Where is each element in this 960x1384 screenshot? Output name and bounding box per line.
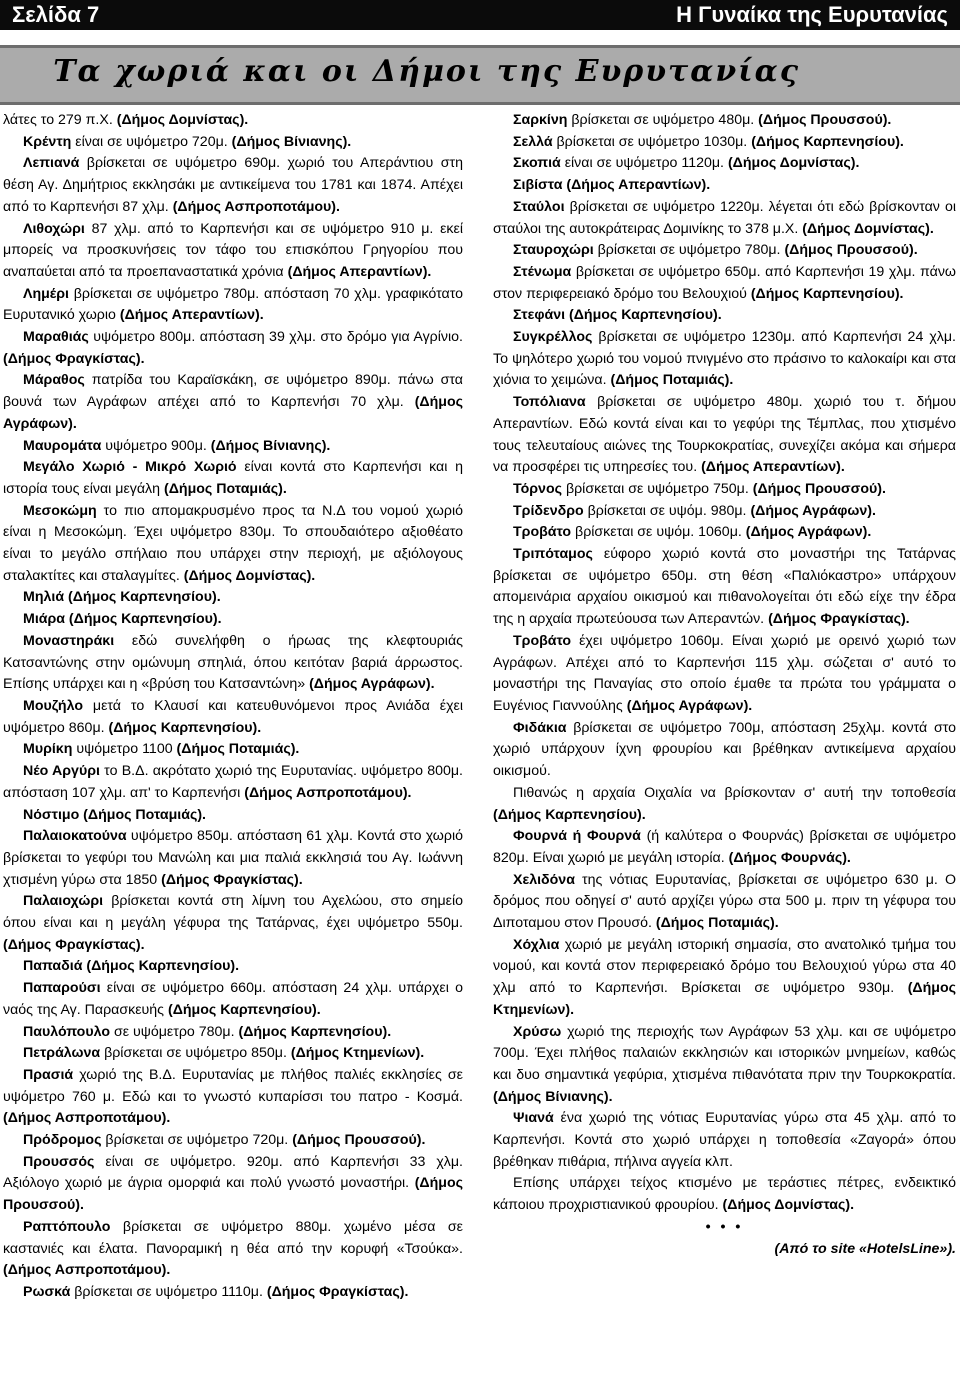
village-name: Τροβάτο bbox=[513, 632, 572, 649]
municipality-name: (Δήμος Βίνιανης). bbox=[493, 1088, 613, 1105]
village-name: Στένωμα bbox=[513, 263, 572, 280]
municipality-name: (Δήμος Φραγκίστας). bbox=[266, 1283, 409, 1300]
village-entry bbox=[3, 457, 463, 500]
village-description: χωριό της Β.Δ. Ευρυτανίας με πλήθος παλιές εκκλησίες σε υψόμετρο 760 μ. Εδώ και το γνωστό κυπαρίσσι του πατρο - Κοσμά. bbox=[3, 1066, 463, 1105]
village-description: ένα χωριό της νότιας Ευρυτανίας γύρω στα 45 χλμ. από το Καρπενήσι. Κοντά στο χωριό υπάρχει η τοποθεσία «Ζαγορά» όπου βρέθηκαν πιθάρια, πήλινα αγγεία κλπ. bbox=[493, 1110, 956, 1170]
village-entry bbox=[3, 805, 463, 827]
village-name: Χελιδόνα bbox=[513, 871, 575, 888]
municipality-name: (Δήμος Βίνιανης). bbox=[210, 437, 331, 454]
municipality-name: (Δήμος Βίνιανης). bbox=[231, 133, 352, 150]
village-entry bbox=[3, 501, 463, 588]
village-name: Χόχλια bbox=[513, 936, 560, 953]
page-number: Σελίδα 7 bbox=[12, 2, 100, 27]
right-column bbox=[493, 110, 956, 1260]
village-name: Ψιανά bbox=[513, 1110, 554, 1127]
municipality-name: (Δήμος Ασπροποτάμου). bbox=[172, 198, 340, 215]
village-description: βρίσκεται σε υψόμετρο 1110μ. bbox=[70, 1283, 267, 1300]
village-name: Χρύσω bbox=[513, 1023, 562, 1040]
village-name: Σκοπιά bbox=[513, 155, 561, 172]
village-entry bbox=[3, 696, 463, 739]
village-entry bbox=[493, 501, 956, 523]
village-name: Κρέντη bbox=[23, 133, 72, 150]
village-entry bbox=[3, 370, 463, 435]
municipality-name: (Δήμος Δομνίστας). bbox=[722, 1197, 855, 1214]
village-name: Τοπόλιανα bbox=[513, 394, 586, 411]
village-name: Φιδάκια bbox=[513, 719, 567, 736]
page-header-bar bbox=[0, 0, 960, 30]
village-entry bbox=[493, 479, 956, 501]
village-name: Μοναστηράκι bbox=[23, 632, 115, 649]
village-description: βρίσκεται σε υψόμετρο 480μ. bbox=[567, 112, 759, 128]
municipality-name: (Δήμος Καρπενησίου). bbox=[108, 719, 262, 736]
municipality-name: (Δήμος Καρπενησίου). bbox=[751, 133, 904, 150]
municipality-name: (Δήμος Ποταμιάς). bbox=[176, 741, 300, 758]
village-entry bbox=[493, 240, 956, 262]
village-description: βρίσκεται σε υψόμετρο 480μ. χωριό του τ. δήμου Απεραντίων. Εδώ κοντά είναι και το γεφύρι της Τέμπλας, που χτισμένο τους τελευταίους αιώνες της Τουρκοκρατίας, συνεχίζει ακόμα και σήμερα να προσφέρει τις υπηρεσίες του. bbox=[493, 394, 956, 476]
village-entry bbox=[493, 110, 956, 132]
municipality-name: (Δήμος Ασπροποτάμου). bbox=[3, 1262, 171, 1279]
village-entry bbox=[493, 718, 956, 783]
village-entry bbox=[493, 392, 956, 479]
village-name: Τροβάτο bbox=[513, 524, 572, 541]
village-name: Λεπιανά bbox=[23, 155, 80, 172]
village-description: είναι κοντά στο Καρπενήσι και η ιστορία τους είναι μεγάλη bbox=[3, 459, 464, 497]
village-entry bbox=[3, 153, 463, 218]
village-description: είναι σε υψόμετρο 660μ. απόσταση 24 χλμ. υπάρχει ο ναός της Αγ. Παρασκευής bbox=[3, 980, 463, 1018]
village-entry bbox=[493, 935, 956, 1022]
village-entry bbox=[493, 153, 956, 175]
municipality-name: (Δήμος Φραγκίστας). bbox=[161, 871, 303, 888]
section-title: Τα χωριά και οι Δήμοι της Ευρυτανίας bbox=[53, 54, 800, 89]
municipality-name: (Δήμος Κτημενίων). bbox=[290, 1045, 425, 1062]
village-description: υψόμετρο 900μ. bbox=[101, 437, 211, 454]
village-name: Λιθοχώρι bbox=[23, 220, 85, 237]
village-description: βρίσκεται σε υψόμ. 1060μ. bbox=[571, 524, 746, 541]
right-column-entries bbox=[493, 110, 956, 1217]
village-description: βρίσκεται σε υψόμετρο 1220μ. λέγεται ότι εδώ βρίσκονταν οι σταύλοι της αυτοκράτειρας Δομινίκης το 378 μ.Χ. bbox=[493, 198, 956, 237]
village-description: εδώ συνελήφθη ο ήρωας της κλεφτουριάς Κατσαντώνης στην ομώνυμη σπηλιά, όπου κειτόταν βαριά άρρωστος. Επίσης υπάρχει και η «βρύση του Κατσαντώνη» bbox=[3, 632, 463, 693]
village-name: Παπαρούσι bbox=[23, 980, 101, 997]
village-description: βρίσκεται σε υψόμετρο 780μ. bbox=[593, 242, 785, 259]
source-credit: (Από το site «HotelsLine»). bbox=[774, 1240, 956, 1257]
village-name: Τριπόταμος bbox=[513, 546, 593, 563]
village-entry bbox=[3, 1130, 463, 1152]
village-entry bbox=[3, 609, 463, 631]
village-entry bbox=[493, 327, 956, 392]
village-name: Πετράλωνα bbox=[23, 1045, 101, 1062]
municipality-name: (Δήμος Καρπενησίου). bbox=[750, 285, 904, 302]
municipality-name: (Δήμος Καρπενησίου). bbox=[493, 806, 646, 823]
village-entry bbox=[493, 305, 956, 327]
village-name: Νέο Αργύρι bbox=[23, 763, 100, 780]
municipality-name: (Δήμος Κτημενίων). bbox=[493, 980, 956, 1018]
village-entry bbox=[3, 327, 463, 370]
village-name: Μυρίκη bbox=[23, 741, 73, 758]
municipality-name: (Δήμος Ποταμιάς). bbox=[164, 480, 287, 497]
village-name: Ραπτόπουλο bbox=[23, 1218, 111, 1235]
village-name: Σταυροχώρι bbox=[513, 242, 594, 259]
village-description: βρίσκεται σε υψόμετρο 880μ. χωμένο μέσα σε καστανιές και έλατα. Πανοραμική η θέα από την κορυφή «Τσούκα». bbox=[3, 1218, 463, 1257]
end-separator: • • • bbox=[705, 1218, 744, 1235]
municipality-name: (Δήμος Δομνίστας). bbox=[802, 220, 934, 237]
village-entry bbox=[3, 219, 463, 284]
village-description: πατρίδα του Καραϊσκάκη, σε υψόμετρο 890μ. πάνω στα βουνά των Αγράφων απέχει από το Καρπενήσι 70 χλμ. bbox=[3, 372, 463, 411]
village-name: Προυσσός bbox=[23, 1153, 95, 1170]
municipality-name: (Δήμος Φραγκίστας). bbox=[3, 350, 145, 367]
village-description: σε υψόμετρο 780μ. bbox=[110, 1023, 239, 1040]
village-name: Μηλιά (Δήμος Καρπενησίου). bbox=[23, 589, 221, 606]
village-description: έχει υψόμετρο 1060μ. Είναι χωριό με ορεινό χωριό των Αγράφων. Απέχει από το Καρπενήσι 115 χλμ. σώζεται σ' αυτό το μοναστήρι της Παναγίας στο οποίο έμαθε τα πρώτα του γράμματα ο Ευγένιος Γιαννούλης bbox=[493, 632, 956, 714]
village-entry bbox=[3, 761, 463, 804]
village-entry bbox=[493, 197, 956, 240]
village-entry bbox=[493, 1022, 956, 1109]
municipality-name: (Δήμος Αγράφων). bbox=[750, 502, 876, 519]
village-description: χωριό με μεγάλη ιστορική σημασία, στο ανατολικό τμήμα του νομού, και κοντά στον περιφερειακό δρόμο του Βελουχιού γύρω στα 40 χλμ από το Καρπενήσι. Βρίσκεται σε υψόμετρο 930μ. bbox=[493, 936, 956, 997]
municipality-name: (Δήμος Ποταμιάς). bbox=[610, 372, 734, 389]
municipality-name: (Δήμος Καρπενησίου). bbox=[238, 1023, 392, 1040]
municipality-name: (Δήμος Προυσσού). bbox=[752, 480, 886, 497]
village-entry bbox=[3, 956, 463, 978]
village-entry bbox=[3, 631, 463, 696]
village-description: της νότιας Ευρυτανίας, βρίσκεται σε υψόμετρο 630 μ. Ο δρόμος που οδηγεί σ' αυτό αρχίζει γύρω στα 500 μ. πριν τη γέφυρα του Διποταμου στον Προυσό. bbox=[493, 871, 956, 932]
municipality-name: (Δήμος Απεραντίων). bbox=[119, 307, 264, 324]
village-name: Μουζήλο bbox=[23, 697, 83, 714]
village-name: Μαραθιάς bbox=[23, 329, 89, 346]
village-description: βρίσκεται σε υψόμετρο 690μ. χωριό του Απεράντιου στη θέση Αγ. Δημήτριος εκκλησάκι με αντικείμενα του 1781 και 1874. Απέχει από το Καρπενήσι 87 χλμ. bbox=[3, 155, 463, 215]
village-entry bbox=[493, 544, 956, 631]
village-entry bbox=[3, 436, 463, 458]
village-entry bbox=[493, 262, 956, 305]
village-name: Παυλόπουλο bbox=[23, 1023, 110, 1040]
village-description: βρίσκεται σε υψόμετρο 850μ. bbox=[100, 1045, 291, 1062]
municipality-name: (Δήμος Φραγκίστας). bbox=[768, 611, 910, 628]
village-description: βρίσκεται σε υψόμετρο 720μ. bbox=[101, 1132, 293, 1149]
village-description: βρίσκεται κοντά στη λίμνη του Αχελώου, στο σημείο όπου είναι και η μεγάλη γέφυρα της Τατάρνας, έχει υψόμετρο 550μ. bbox=[3, 893, 463, 932]
village-description: υψόμετρο 800μ. απόσταση 39 χλμ. στο δρόμο για Αγρίνιο. bbox=[88, 329, 463, 346]
village-name: Φουρνά ή Φουρνά bbox=[513, 828, 641, 845]
village-entry bbox=[3, 739, 463, 761]
village-description: υψόμετρο 1100 bbox=[72, 741, 177, 758]
village-name: Νόστιμο (Δήμος Ποταμιάς). bbox=[23, 806, 206, 823]
municipality-name: (Δήμος Φουρνάς). bbox=[728, 849, 851, 866]
village-entry bbox=[493, 175, 956, 197]
village-name: Παλαιοκατούνα bbox=[23, 828, 127, 845]
village-entry bbox=[3, 1043, 463, 1065]
municipality-name: (Δήμος Αγράφων). bbox=[745, 524, 872, 541]
village-entry bbox=[3, 1065, 463, 1130]
village-entry bbox=[3, 1022, 463, 1044]
municipality-name: (Δήμος Δομνίστας). bbox=[727, 155, 860, 172]
village-description: χωριό της περιοχής των Αγράφων 53 χλμ. και σε υψόμετρο 700μ. Έχει πλήθος παλαιών εκκλησιών και ιστορικών μνημείων, καθώς και δυο σημαντικά γεφύρια, χτισμένα πιθανότατα πριν την Τουρκοκρατία. bbox=[493, 1023, 956, 1083]
village-description: βρίσκεται σε υψόμ. 980μ. bbox=[583, 502, 751, 519]
village-name: Στεφάνι (Δήμος Καρπενησίου). bbox=[513, 307, 722, 324]
municipality-name: (Δήμος Δομνίστας). bbox=[116, 112, 249, 128]
village-name: Παπαδιά (Δήμος Καρπενησίου). bbox=[23, 958, 240, 975]
municipality-name: (Δήμος Προυσσού). bbox=[758, 112, 892, 128]
village-name: Σαρκίνη bbox=[513, 112, 568, 128]
village-description: βρίσκεται σε υψόμετρο 1230μ. από Καρπενήσι 24 χλμ. Το ψηλότερο χωριό του νομού πνιγμένο στο πράσινο το καλοκαίρι και στα χιόνια το χειμώνα. bbox=[493, 329, 956, 389]
village-description: βρίσκεται σε υψόμετρο 700μ, απόσταση 25χλμ. κοντά στο χωριό υπάρχουν ίχνη φρουρίου και βρέθηκαν αντικείμενα αρχαίου οικισμού. bbox=[493, 719, 956, 780]
municipality-name: (Δήμος Προυσσού). bbox=[292, 1132, 426, 1149]
village-entry bbox=[3, 1282, 463, 1304]
village-name: Συγκρέλλος bbox=[513, 329, 593, 346]
village-name: Ρωσκά bbox=[23, 1283, 71, 1300]
village-description: βρίσκεται σε υψόμετρο 650μ. από Καρπενήσι 19 χλμ. πάνω στον περιφερειακό δρόμο του Βελουχιού bbox=[493, 263, 956, 302]
village-entry bbox=[3, 826, 463, 891]
left-column bbox=[3, 110, 463, 1304]
municipality-name: (Δήμος Απεραντίων). bbox=[701, 459, 845, 476]
village-description: βρίσκεται σε υψόμετρο 780μ. απόσταση 70 χλμ. γραφικότατο Ευρυτανικό χωριο bbox=[3, 285, 463, 324]
village-entry bbox=[493, 1108, 956, 1173]
village-name: Τρίδενδρο bbox=[513, 502, 584, 519]
village-description: είναι σε υψόμετρο. 920μ. από Καρπενήσι 33 χλμ. Αξιόλογο χωριό με άγρια ομορφιά και πολύ γνωστό μοναστήρι. bbox=[3, 1153, 463, 1192]
village-description: λάτες το 279 π.Χ. bbox=[3, 112, 117, 128]
village-entry bbox=[493, 522, 956, 544]
village-entry bbox=[3, 587, 463, 609]
village-description: εύφορο χωριό κοντά στο μοναστήρι της Τατάρνας βρίσκεται σε υψόμετρο 650μ. στη θέση «Παλιόκαστρο» υπάρχουν απομεινάρια αρχαίου οικισμού και πιθανολογείται ότι εδώ είχε την έδρα της η αρχαία πρωτεύουσα των Απεραντών. bbox=[493, 546, 956, 628]
village-name: Τόρνος bbox=[513, 480, 562, 497]
village-description: βρίσκεται σε υψόμετρο 750μ. bbox=[562, 480, 753, 497]
village-name: Λημέρι bbox=[23, 285, 69, 302]
village-entry bbox=[3, 891, 463, 956]
village-entry bbox=[493, 132, 956, 154]
village-name: Πρασιά bbox=[23, 1066, 74, 1083]
municipality-name: (Δήμος Αγράφων). bbox=[626, 697, 753, 714]
village-name: Σελλά bbox=[513, 133, 553, 150]
village-entry bbox=[3, 1152, 463, 1217]
village-description: είναι σε υψόμετρο 1120μ. bbox=[560, 155, 728, 172]
village-entry bbox=[493, 1173, 956, 1216]
municipality-name: (Δήμος Ασπροποτάμου). bbox=[3, 1110, 171, 1127]
municipality-name: (Δήμος Δομνίστας). bbox=[183, 567, 316, 584]
village-name: Μαυρομάτα bbox=[23, 437, 102, 454]
municipality-name: (Δήμος Προυσσού). bbox=[3, 1175, 463, 1214]
village-description: Επίσης υπάρχει τείχος κτισμένο με τεράστιες πέτρες, ενδεικτικό κάποιου προχριστιανικού φρουρίου. bbox=[493, 1175, 956, 1214]
village-description: (ή καλύτερα ο Φουρνάς) βρίσκεται σε υψόμετρο 820μ. Είναι χωριό με μεγάλη ιστορία. bbox=[493, 828, 956, 866]
village-name: Μεγάλο Χωριό - Μικρό Χωριό bbox=[23, 459, 237, 476]
municipality-name: (Δήμος Απεραντίων). bbox=[287, 263, 432, 280]
village-name: Σταύλοι bbox=[513, 198, 565, 215]
village-name: Μάραθος bbox=[23, 372, 85, 389]
village-name: Σιβίστα (Δήμος Απεραντίων). bbox=[513, 177, 711, 194]
newspaper-name: Η Γυναίκα της Ευρυτανίας bbox=[676, 2, 948, 27]
municipality-name: (Δήμος Αγράφων). bbox=[309, 676, 435, 693]
village-entry bbox=[493, 870, 956, 935]
village-description: μετά το Κλαυσί και κατευθυνόμενοι προς Ανιάδα έχει υψόμετρο 860μ. bbox=[3, 697, 463, 736]
village-entry bbox=[493, 826, 956, 869]
village-description: 87 χλμ. από το Καρπενήσι και σε υψόμετρο 910 μ. εκεί μπορείς να προσκυνήσεις τον τάφο του επισκόπου Γρηγορίου που αναπαύεται από τα προεπαναστατικά χρόνια bbox=[3, 220, 463, 280]
village-description: βρίσκεται σε υψόμετρο 1030μ. bbox=[552, 133, 752, 150]
municipality-name: (Δήμος Ασπροποτάμου). bbox=[244, 784, 412, 801]
village-description: το Β.Δ. ακρότατο χωριό της Ευρυτανίας. υψόμετρο 800μ. απόσταση 107 χλμ. απ' το Καρπενήσι bbox=[3, 763, 463, 801]
municipality-name: (Δήμος Φραγκίστας). bbox=[3, 936, 145, 953]
municipality-name: (Δήμος Ποταμιάς). bbox=[655, 915, 779, 932]
village-entry bbox=[3, 1217, 463, 1282]
village-name: Μιάρα (Δήμος Καρπενησίου). bbox=[23, 611, 222, 628]
village-entry bbox=[3, 284, 463, 327]
section-banner bbox=[0, 45, 960, 105]
village-entry bbox=[493, 783, 956, 826]
village-description: Πιθανώς η αρχαία Οιχαλία να βρίσκονταν σ' αυτή την τοποθεσία bbox=[513, 784, 956, 801]
village-description: υψόμετρο 850μ. απόσταση 61 χλμ. Κοντά στο χωριό βρίσκεται το γεφύρι του Μανώλη και μια παλιά εκκλησιά του Αγ. Ιωάννη χτισμένη γύρω στα 1850 bbox=[3, 828, 463, 888]
municipality-name: (Δήμος Προυσσού). bbox=[784, 242, 918, 259]
village-name: Πρόδρομος bbox=[23, 1132, 102, 1149]
municipality-name: (Δήμος Αγράφων). bbox=[3, 394, 463, 432]
municipality-name: (Δήμος Καρπενησίου). bbox=[167, 1001, 321, 1018]
village-description: είναι σε υψόμετρο 720μ. bbox=[71, 133, 232, 150]
village-name: Μεσοκώμη bbox=[23, 502, 97, 519]
village-description: το πιο απομακρυσμένο προς τα Ν.Δ του νομού χωριό είναι η Μεσοκώμη. Έχει υψόμετρο 830μ. Το σπουδαιότερο αξιοθέατο είναι το μεγάλο σπήλαιο που υπάρχει στην περιοχή, με αξιόλογους σταλακτίτες και σταλαγμίτες. bbox=[3, 502, 463, 584]
village-entry bbox=[3, 978, 463, 1021]
village-entry bbox=[3, 132, 463, 154]
village-entry bbox=[3, 110, 463, 132]
village-entry bbox=[493, 631, 956, 718]
village-name: Παλαιοχώρι bbox=[23, 893, 104, 910]
